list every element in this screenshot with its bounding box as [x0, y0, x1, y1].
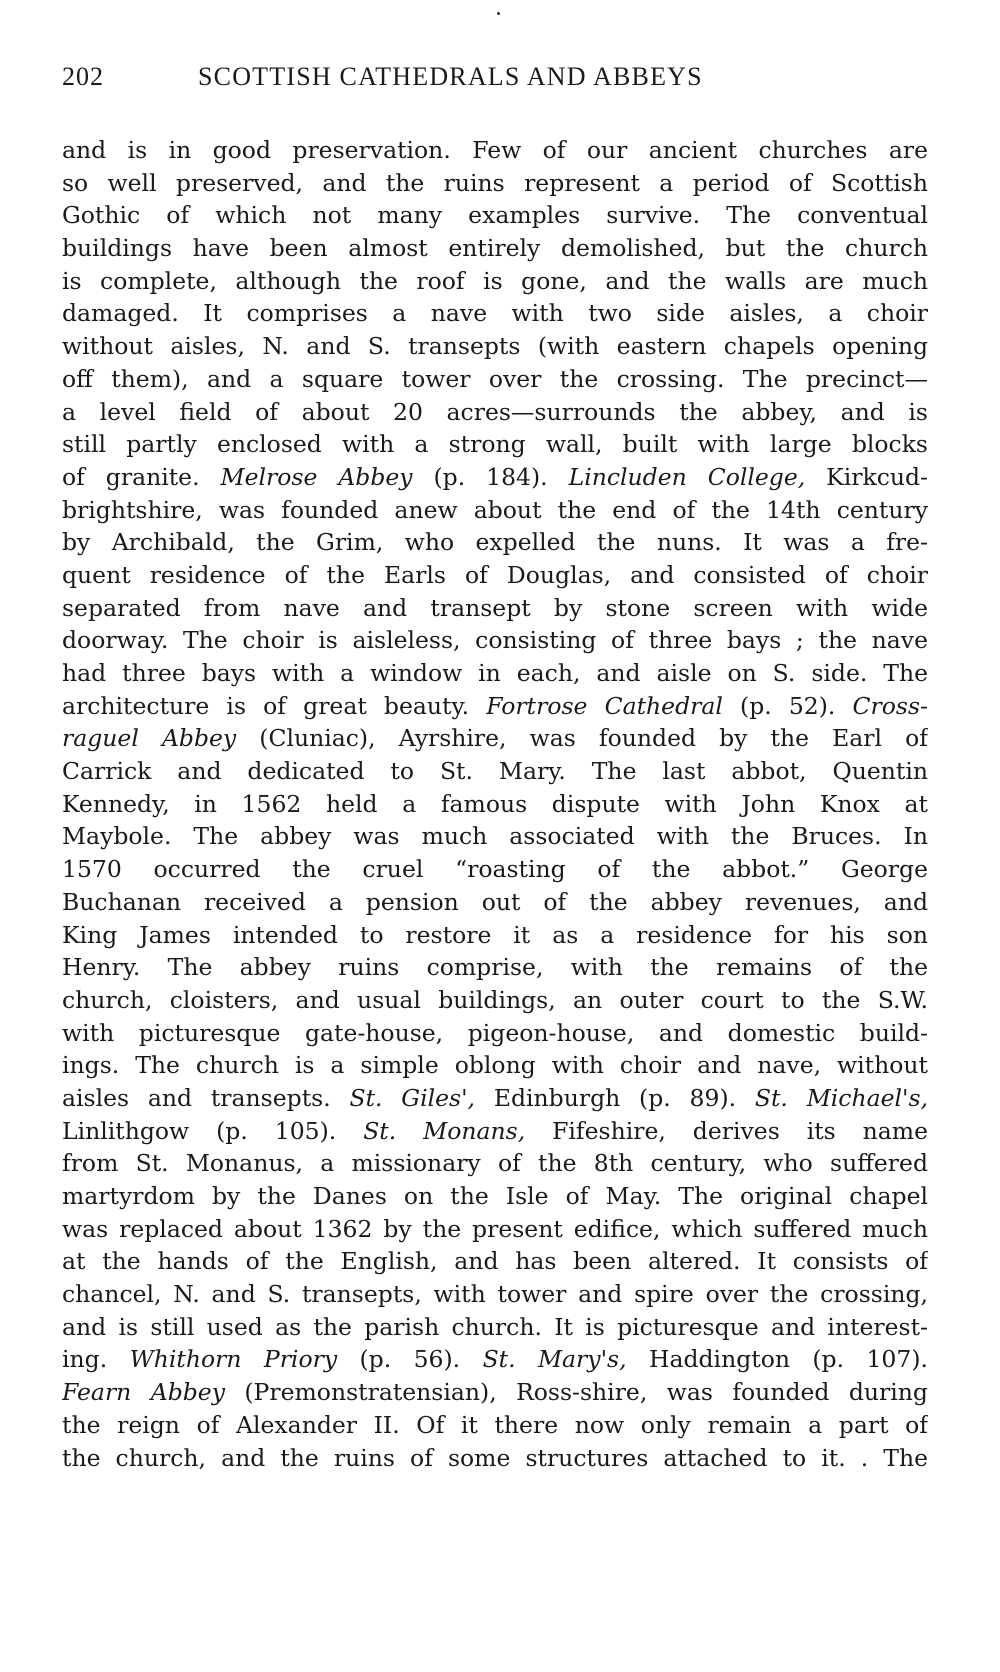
- text-run: (Premonstratensian), Ross-shire, was founded during: [224, 1378, 928, 1407]
- text-run: buildings have been almost entirely demolished, but the church: [62, 234, 928, 263]
- text-run: ings. The church is a simple oblong with choir and nave, without: [62, 1051, 928, 1080]
- text-run: Linlithgow (p. 105).: [62, 1116, 364, 1145]
- text-run: and is in good preservation. Few of our ancient churches are: [62, 136, 928, 164]
- body-text: [62, 134, 928, 1474]
- text-line: [62, 1147, 928, 1180]
- print-speck: [497, 12, 500, 15]
- text-run: (Cluniac), Ayrshire, was founded by the Earl of: [236, 724, 928, 753]
- text-line: [62, 559, 928, 592]
- text-line: [62, 1278, 928, 1311]
- text-run: the church, and the ruins of some structures attached to it. . The: [62, 1443, 928, 1472]
- text-line: [62, 592, 928, 625]
- text-run: martyrdom by the Danes on the Isle of May. The original chapel: [62, 1182, 928, 1210]
- page-number: 202: [62, 62, 104, 91]
- italic-title: Fearn Abbey: [62, 1378, 225, 1407]
- text-run: without aisles, N. and S. transepts (with eastern chapels opening: [62, 332, 928, 361]
- italic-title: St. Michael's,: [754, 1083, 928, 1112]
- text-line: [62, 1311, 928, 1344]
- text-line: [62, 526, 928, 559]
- italic-title: Cross-: [852, 691, 928, 720]
- text-line: [62, 1180, 928, 1213]
- text-run: from St. Monanus, a missionary of the 8th century, who suffered: [62, 1149, 928, 1178]
- text-run: quent residence of the Earls of Douglas, and consisted of choir: [62, 560, 928, 589]
- text-line: [62, 428, 928, 461]
- text-run: separated from nave and transept by stone screen with wide: [62, 593, 928, 622]
- text-line: [62, 1442, 928, 1475]
- text-run: Buchanan received a pension out of the abbey revenues, and: [62, 887, 928, 916]
- text-run: damaged. It comprises a nave with two side aisles, a choir: [62, 299, 928, 328]
- text-run: still partly enclosed with a strong wall, built with large blocks: [62, 430, 928, 459]
- text-line: [62, 1017, 928, 1050]
- text-run: brightshire, was founded anew about the end of the 14th century: [62, 495, 928, 524]
- text-line: [62, 1115, 928, 1148]
- text-run: King James intended to restore it as a residence for his son: [62, 920, 928, 949]
- text-run: doorway. The choir is aisleless, consisting of three bays ; the nave: [62, 626, 928, 655]
- text-run: at the hands of the English, and has been altered. It consists of: [62, 1247, 928, 1276]
- text-line: [62, 722, 928, 755]
- text-run: had three bays with a window in each, and aisle on S. side. The: [62, 659, 928, 687]
- text-run: Henry. The abbey ruins comprise, with the remains of the: [62, 953, 928, 982]
- text-run: (p. 52).: [722, 691, 853, 720]
- text-line: [62, 167, 928, 200]
- text-run: 1570 occurred the cruel “roasting of the abbot.” George: [62, 855, 928, 884]
- italic-title: St. Giles',: [349, 1083, 476, 1112]
- text-line: [62, 396, 928, 429]
- text-run: Maybole. The abbey was much associated with the Bruces. In: [62, 822, 928, 851]
- text-line: [62, 788, 928, 821]
- text-run: and is still used as the parish church. It is picturesque and interest-: [62, 1312, 928, 1341]
- text-run: (p. 56).: [337, 1345, 483, 1374]
- italic-title: Fortrose Cathedral: [486, 691, 723, 720]
- text-run: was replaced about 1362 by the present edifice, which suffered much: [62, 1214, 928, 1243]
- text-line: [62, 265, 928, 298]
- text-run: by Archibald, the Grim, who expelled the nuns. It was a fre-: [62, 528, 928, 557]
- text-run: the reign of Alexander II. Of it there now only remain a part of: [62, 1410, 928, 1439]
- page-header: [62, 62, 942, 98]
- italic-title: Melrose Abbey: [220, 462, 413, 491]
- text-run: with picturesque gate-house, pigeon-house, and domestic build-: [62, 1018, 928, 1047]
- text-line: [62, 1082, 928, 1115]
- text-run: ing.: [62, 1345, 130, 1374]
- text-line: [62, 755, 928, 788]
- text-line: [62, 820, 928, 853]
- text-run: aisles and transepts.: [62, 1083, 350, 1112]
- text-run: chancel, N. and S. transepts, with tower and spire over the crossing,: [62, 1280, 928, 1309]
- running-title: SCOTTISH CATHEDRALS AND ABBEYS: [198, 62, 703, 91]
- text-line: [62, 951, 928, 984]
- text-line: [62, 624, 928, 657]
- text-run: Carrick and dedicated to St. Mary. The last abbot, Quentin: [62, 757, 928, 786]
- text-run: Fifeshire, derives its name: [525, 1116, 928, 1145]
- text-run: Kennedy, in 1562 held a famous dispute with John Knox at: [62, 789, 928, 818]
- text-run: is complete, although the roof is gone, and the walls are much: [62, 266, 928, 295]
- italic-title: St. Monans,: [363, 1116, 526, 1145]
- text-line: [62, 363, 928, 396]
- text-run: off them), and a square tower over the crossing. The precinct—: [62, 364, 928, 393]
- text-line: [62, 134, 928, 167]
- italic-title: raguel Abbey: [62, 724, 237, 753]
- text-line: [62, 461, 928, 494]
- text-run: a level field of about 20 acres—surrounds the abbey, and is: [62, 397, 928, 426]
- text-line: [62, 984, 928, 1017]
- text-run: of granite.: [62, 462, 221, 491]
- text-line: [62, 1049, 928, 1082]
- text-line: [62, 1213, 928, 1246]
- italic-title: Lincluden College,: [568, 462, 806, 491]
- text-line: [62, 1343, 928, 1376]
- text-line: [62, 919, 928, 952]
- text-line: [62, 1409, 928, 1442]
- text-line: [62, 232, 928, 265]
- text-line: [62, 297, 928, 330]
- text-run: Gothic of which not many examples survive. The conventual: [62, 201, 928, 230]
- text-run: so well preserved, and the ruins represent a period of Scottish: [62, 168, 928, 197]
- text-run: Edinburgh (p. 89).: [475, 1083, 755, 1112]
- italic-title: St. Mary's,: [482, 1345, 627, 1374]
- text-run: Kirkcud-: [805, 462, 928, 491]
- text-line: [62, 494, 928, 527]
- text-line: [62, 1376, 928, 1409]
- text-line: [62, 657, 928, 690]
- text-run: church, cloisters, and usual buildings, an outer court to the S.W.: [62, 985, 928, 1014]
- text-line: [62, 199, 928, 232]
- text-line: [62, 1245, 928, 1278]
- text-run: (p. 184).: [412, 462, 569, 491]
- italic-title: Whithorn Priory: [129, 1345, 338, 1374]
- text-line: [62, 853, 928, 886]
- text-line: [62, 886, 928, 919]
- text-run: Haddington (p. 107).: [626, 1345, 928, 1374]
- text-run: architecture is of great beauty.: [62, 691, 487, 720]
- text-line: [62, 690, 928, 723]
- text-line: [62, 330, 928, 363]
